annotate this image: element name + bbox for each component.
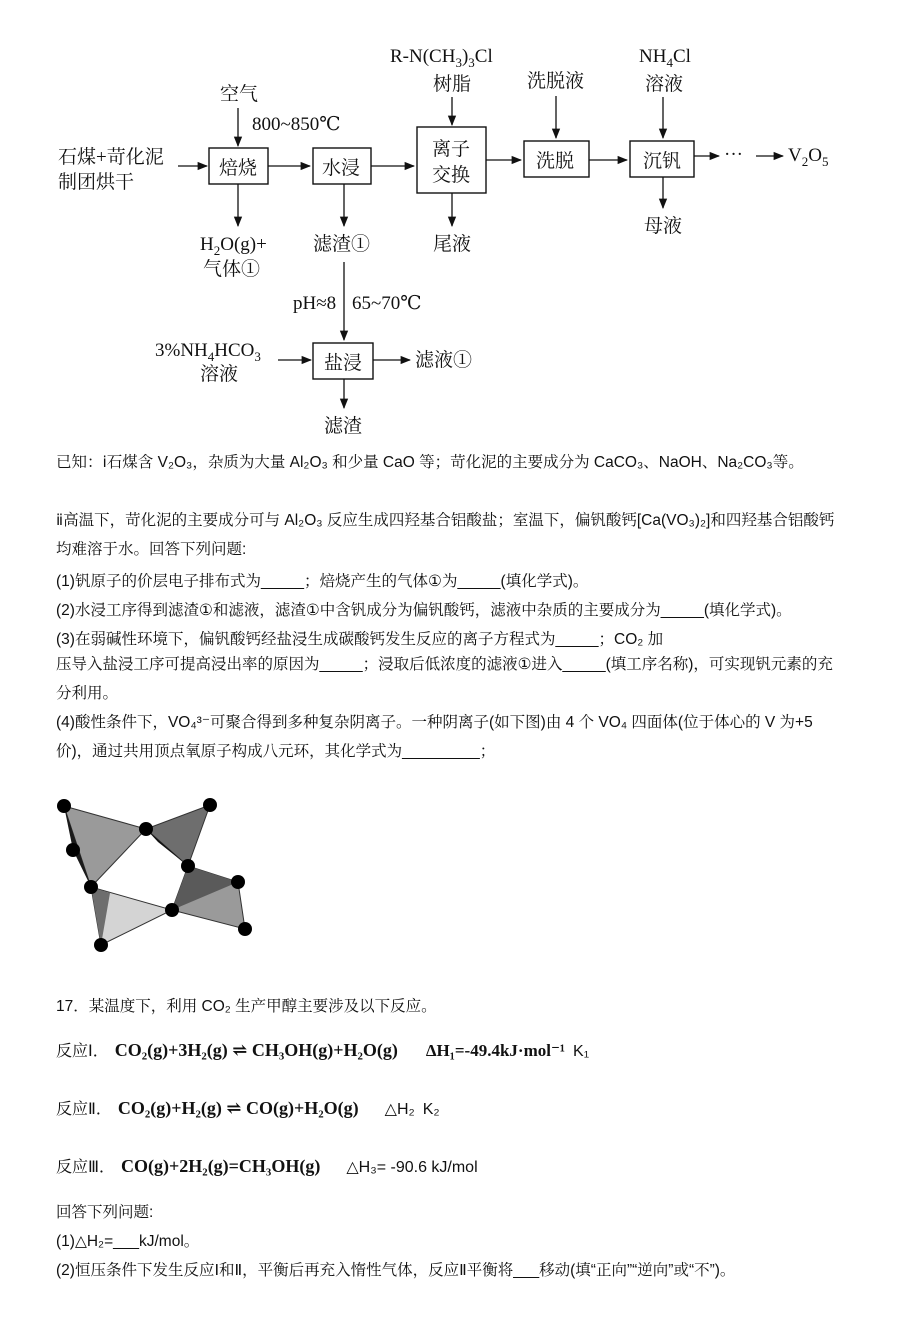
dots-label: ··· [724, 144, 743, 165]
roast-label: 焙烧 [219, 158, 258, 179]
water-leach-label: 水浸 [322, 158, 361, 179]
reaction-2 [56, 1096, 440, 1119]
salt-leach-label: 盐浸 [324, 353, 363, 374]
oxygen-atom [94, 938, 108, 952]
residue1-label: 滤渣① [313, 234, 371, 255]
oxygen-atom [181, 859, 195, 873]
vanadate-ring-figure [48, 790, 268, 960]
ion-exchange-line1: 离子 [432, 139, 471, 160]
resin-label: 树脂 [433, 74, 472, 95]
reaction-1-equation: CO₂(g)+3H₂(g) ⇌ CH₃OH(g)+H₂O(g) [114, 1040, 398, 1060]
ion-exchange-line2: 交换 [432, 165, 471, 186]
oxygen-atom [165, 903, 179, 917]
oxygen-atom [84, 880, 98, 894]
filtrate1-label: 滤液① [415, 350, 473, 371]
question-2: (2)水浸工序得到滤渣①和滤液，滤渣①中含钒成分为偏钒酸钙，滤液中杂质的主要成分为_____(填化学式)。 [56, 602, 792, 619]
resin-formula: $R-N(CH_3)_3Cl$ [390, 46, 493, 70]
process-flowchart [0, 0, 900, 440]
oxygen-atom [57, 799, 71, 813]
roast-out-label: $H_2O(g)+$ [200, 234, 267, 258]
nh4hco3-solution-label: 溶液 [200, 364, 239, 385]
known-i: 已知：ⅰ石煤含 V₂O₃，杂质为大量 Al₂O₃ 和少量 CaO 等；苛化泥的主要成分为 CaCO₃、NaOH、Na₂CO₃等。 [56, 454, 804, 471]
ph-label: pH≈8 [293, 293, 337, 314]
question-3-line2: 压导入盐浸工序可提高浸出率的原因为_____；浸取后低浓度的滤液①进入_____(填工序名称)，可实现钒元素的充分利用。 [56, 656, 833, 702]
tail-label: 尾液 [433, 234, 472, 255]
oxygen-atom [139, 822, 153, 836]
oxygen-atom [231, 875, 245, 889]
reaction-2-label: 反应Ⅱ． [56, 1101, 112, 1118]
precip-label: 沉钒 [643, 151, 682, 172]
known-ii: ⅱ高温下，苛化泥的主要成分可与 Al₂O₃ 反应生成四羟基合铝酸盐；室温下，偏钒酸钙[Ca(VO₃)₂]和四羟基合铝酸钙均难溶于水。回答下列问题: [56, 512, 835, 558]
reaction-2-enthalpy: △H₂ [384, 1101, 415, 1118]
question-17: 17．某温度下，利用 CO₂ 生产甲醇主要涉及以下反应。 [56, 998, 437, 1015]
mother-label: 母液 [644, 216, 683, 237]
reaction-2-equation: CO₂(g)+H₂(g) ⇌ CO(g)+H₂O(g) [117, 1098, 359, 1118]
residue-label: 滤渣 [324, 416, 363, 437]
reaction-3-equation: CO(g)+2H₂(g)=CH₃OH(g) [121, 1156, 321, 1176]
oxygen-atom [203, 798, 217, 812]
reaction-3-enthalpy: △H₃= -90.6 kJ/mol [346, 1159, 478, 1176]
elution-label: 洗脱 [536, 151, 575, 172]
reaction-3 [56, 1154, 478, 1177]
nh4cl-solution-label: 溶液 [645, 74, 684, 95]
oxygen-atom [66, 843, 80, 857]
gas1-label: 气体① [203, 259, 261, 280]
reaction-1 [56, 1038, 589, 1061]
salt-temp-label: 65~70℃ [352, 293, 422, 314]
reaction-1-label: 反应Ⅰ． [56, 1043, 109, 1060]
eluent-label: 洗脱液 [527, 71, 585, 92]
product-formula: $V_2O_5$ [788, 145, 829, 169]
question-3-line1: (3)在弱碱性环境下，偏钒酸钙经盐浸生成碳酸钙发生反应的离子方程式为_____；CO₂ 加 [56, 631, 664, 648]
reaction-3-label: 反应Ⅲ． [56, 1159, 116, 1176]
feed-line1: 石煤+苛化泥 [58, 147, 164, 168]
nh4cl-formula: $NH_4Cl$ [639, 46, 691, 70]
answer-1: (1)△H₂=___kJ/mol。 [56, 1233, 200, 1250]
air-label: 空气 [220, 84, 259, 105]
tetrahedron-top-right [146, 805, 210, 866]
reaction-2-k: K₂ [422, 1101, 440, 1118]
question-1: (1)钒原子的价层电子排布式为_____；焙烧产生的气体①为_____(填化学式)。 [56, 573, 589, 590]
answer-2: (2)恒压条件下发生反应Ⅰ和Ⅱ，平衡后再充入惰性气体，反应Ⅱ平衡将___移动(填“正向”“逆向”或“不”)。 [56, 1262, 736, 1279]
roast-temp-label: 800~850℃ [252, 114, 341, 135]
oxygen-atom [238, 922, 252, 936]
answer-intro: 回答下列问题: [56, 1204, 154, 1221]
reaction-1-enthalpy: ΔH₁=-49.4kJ·mol⁻¹ [425, 1041, 566, 1060]
nh4hco3-formula: $3\%NH_4HCO_3$ [155, 340, 261, 364]
feed-line2: 制团烘干 [58, 172, 135, 193]
question-4: (4)酸性条件下，VO₄³⁻可聚合得到多种复杂阴离子。一种阴离子(如下图)由 4 个 VO₄ 四面体(位于体心的 V 为+5 价)，通过共用顶点氧原子构成八元环，其化学式为_________； [56, 714, 813, 760]
reaction-1-k: K₁ [573, 1043, 590, 1060]
